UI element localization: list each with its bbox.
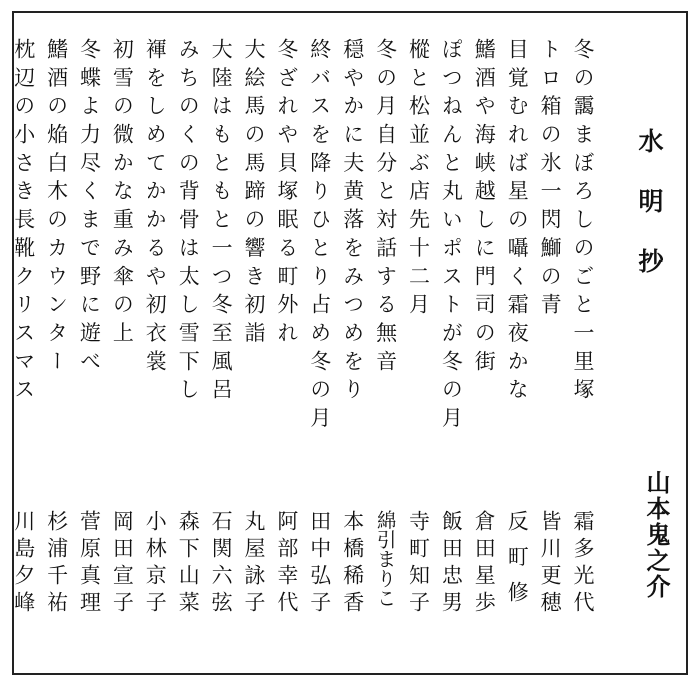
author-name: 山本鬼之介 — [642, 470, 670, 600]
poem-text: 冬ざれや貝塚眠る町外れ — [274, 38, 299, 350]
poem-text: トロ箱の氷一閃鰤の青 — [538, 38, 563, 322]
poem-text: ぽつねんと丸いポストが冬の月 — [439, 38, 464, 435]
poem-text: 枕辺の小さき長靴クリスマス — [11, 38, 36, 407]
poem-text: みちのくの背骨は太し雪下し — [176, 38, 201, 407]
poet-name: 丸屋詠子 — [242, 510, 266, 618]
poet-name: 川島夕峰 — [11, 510, 36, 618]
poet-name: 反町修 — [505, 510, 530, 617]
poem-text: 冬の靄まぼろしのごと一里塚 — [571, 38, 595, 407]
poet-name: 杉浦千祐 — [44, 510, 69, 618]
poem-text: 鰭酒や海峡越しに門司の街 — [472, 38, 497, 379]
poet-name: 綿引まりこ — [373, 510, 397, 608]
poet-name: 本橋稀香 — [340, 510, 365, 618]
poet-name: 倉田星歩 — [472, 510, 497, 618]
poem-text: 鰭酒の焔白木のカウンター — [44, 38, 69, 379]
poem-text: 大絵馬の馬蹄の響き初詣 — [242, 38, 266, 350]
poet-name: 皆川更穂 — [538, 510, 563, 618]
poet-name: 石関六弦 — [209, 510, 234, 618]
poem-text: 初雪の微かな重み傘の上 — [110, 38, 135, 350]
poet-name: 菅原真理 — [77, 510, 102, 618]
poem-text: 終バスを降りひとり占め冬の月 — [307, 38, 332, 435]
poet-name: 寺町知子 — [406, 510, 431, 618]
poet-name: 飯田忠男 — [439, 510, 464, 618]
poet-name: 岡田宣子 — [110, 510, 135, 618]
poem-text: 目覚むれば星の囁く霜夜かな — [505, 38, 530, 407]
poem-text: 冬の月自分と対話する無音 — [373, 38, 398, 379]
poet-name: 森下山菜 — [176, 510, 201, 618]
poet-name: 小林京子 — [143, 510, 168, 618]
page-title: 水明抄 — [635, 128, 664, 308]
poem-text: 大陸はもともと一つ冬至風呂 — [209, 38, 234, 407]
poet-name: 霜多光代 — [571, 510, 595, 618]
poet-name: 阿部幸代 — [274, 510, 299, 618]
poem-text: 褌をしめてかかるや初衣裳 — [143, 38, 168, 379]
poet-name: 田中弘子 — [307, 510, 332, 618]
poem-text: 穏やかに夫黄落をみつめをり — [340, 38, 365, 407]
poem-text: 冬蝶よ力尽くまで野に遊べ — [77, 38, 102, 379]
poem-text: 樅と松並ぶ店先十二月 — [406, 38, 431, 322]
